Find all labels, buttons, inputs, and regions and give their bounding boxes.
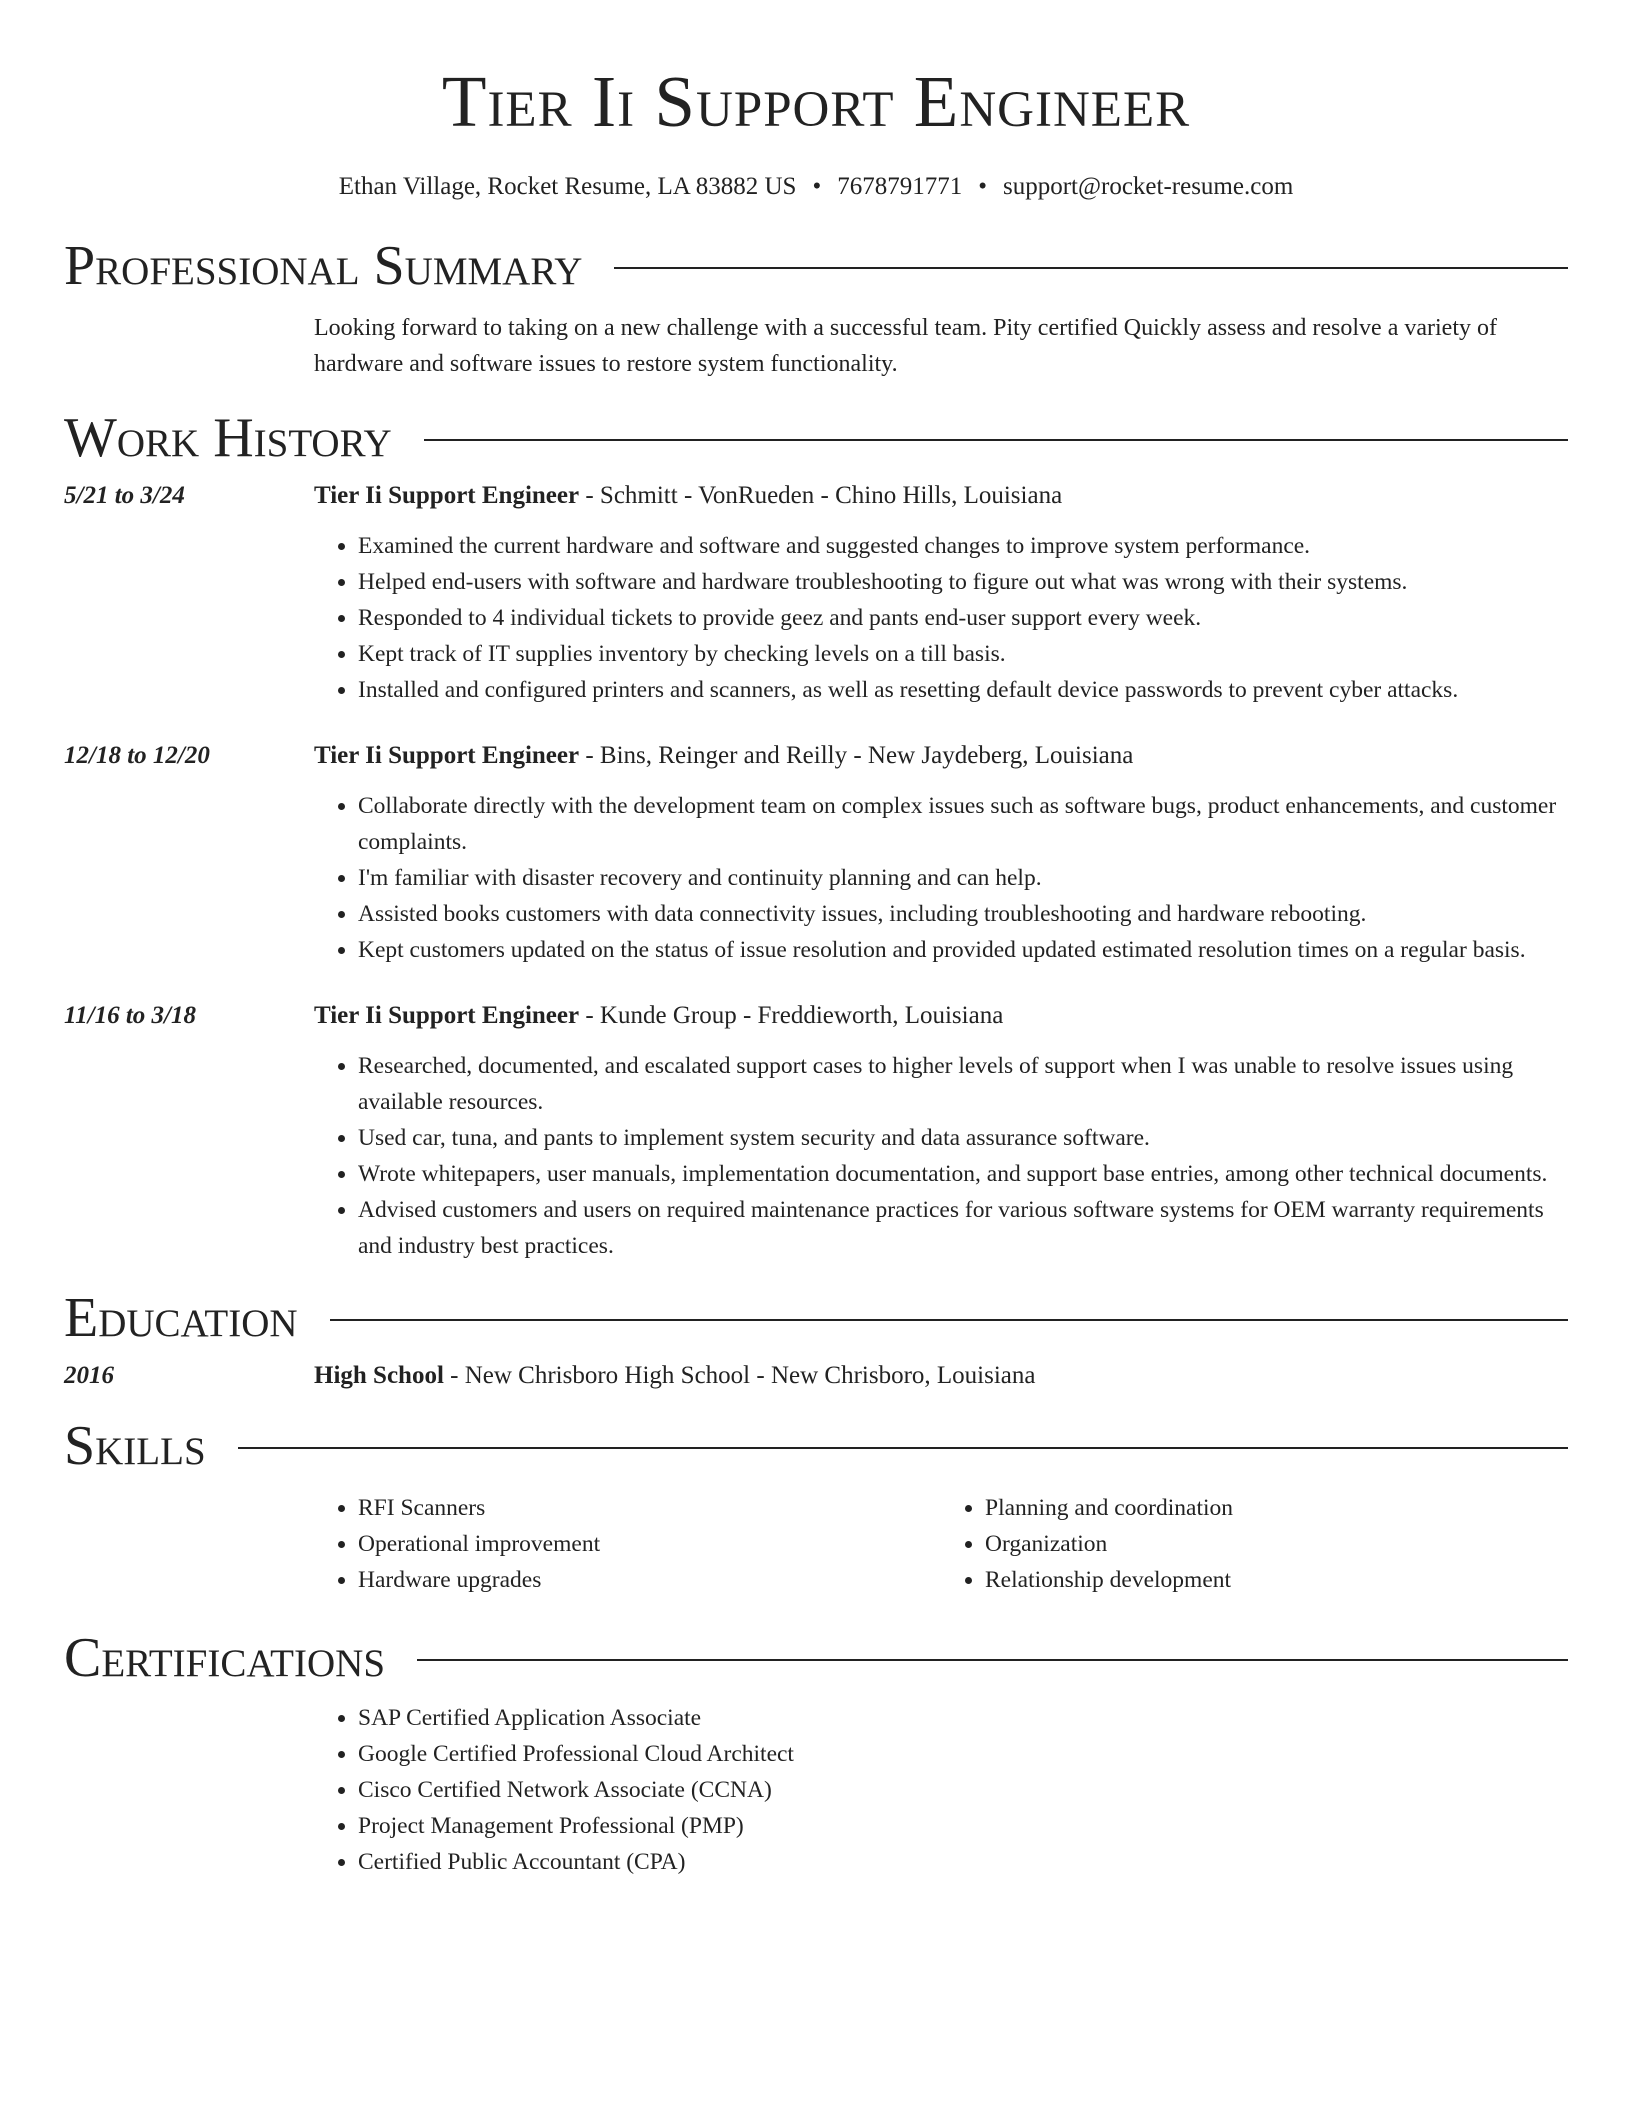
skill-item: • Operational improvement — [358, 1526, 941, 1562]
job-bullets — [314, 1048, 1568, 1264]
skills-section-title: Skills — [64, 1415, 206, 1477]
contact-separator: • — [812, 173, 822, 200]
skills-section-header — [64, 1416, 1568, 1476]
skill-item: • Planning and coordination — [985, 1490, 1568, 1526]
job-bullet: • Installed and configured printers and scanners, as well as resetting default device passwords to prevent cyber attacks. — [358, 672, 1568, 708]
job-bullet: • Kept track of IT supplies inventory by checking levels on a till basis. — [358, 636, 1568, 672]
job-bullets — [314, 528, 1568, 708]
job-dates: 11/16 to 3/18 — [64, 1002, 196, 1029]
summary-section-title: Professional Summary — [64, 235, 583, 297]
job-role: Tier Ii Support Engineer — [314, 1002, 580, 1029]
job-dates: 5/21 to 3/24 — [64, 482, 185, 509]
skill-item: • Organization — [985, 1526, 1568, 1562]
job-bullet: • Kept customers updated on the status of issue resolution and provided updated estimated resolution times on a regular basis. — [358, 932, 1568, 968]
job-title-line — [314, 738, 1568, 774]
job-role: Tier Ii Support Engineer — [314, 742, 580, 769]
job-body — [314, 738, 1568, 968]
job-bullet: • I'm familiar with disaster recovery and continuity planning and can help. — [358, 860, 1568, 896]
education-year: 2016 — [64, 1362, 114, 1389]
education-line — [314, 1358, 1568, 1394]
job-bullet: • Responded to 4 individual tickets to provide geez and pants end-user support every week. — [358, 600, 1568, 636]
certification-item: • SAP Certified Application Associate — [358, 1700, 1568, 1736]
certifications-list — [314, 1700, 1568, 1880]
certifications-row — [64, 1700, 1568, 1880]
certification-item: • Project Management Professional (PMP) — [358, 1808, 1568, 1844]
education-school: - New Chrisboro High School - New Chrisboro, Louisiana — [443, 1362, 1036, 1389]
education-degree: High School — [314, 1362, 444, 1389]
skills-columns — [314, 1490, 1568, 1598]
certifications-body — [314, 1700, 1568, 1880]
certification-item: • Cisco Certified Network Associate (CCNA) — [358, 1772, 1568, 1808]
job-role: Tier Ii Support Engineer — [314, 482, 580, 509]
job-entry — [64, 478, 1568, 708]
education-section-title: Education — [64, 1287, 298, 1349]
skill-item: • RFI Scanners — [358, 1490, 941, 1526]
contact-email: support@rocket-resume.com — [1002, 173, 1294, 200]
certification-item: • Google Certified Professional Cloud Architect — [358, 1736, 1568, 1772]
job-body — [314, 478, 1568, 708]
contact-phone: 7678791771 — [837, 173, 963, 200]
education-body — [314, 1358, 1568, 1394]
contact-address: Ethan Village, Rocket Resume, LA 83882 US — [338, 173, 797, 200]
job-bullets — [314, 788, 1568, 968]
job-bullet: • Used car, tuna, and pants to implement system security and data assurance software. — [358, 1120, 1568, 1156]
skill-item: • Relationship development — [985, 1562, 1568, 1598]
job-bullet: • Collaborate directly with the development team on complex issues such as software bugs, product enhancements, and customer complaints. — [358, 788, 1568, 860]
education-section-header — [64, 1288, 1568, 1348]
job-bullet: • Assisted books customers with data connectivity issues, including troubleshooting and hardware rebooting. — [358, 896, 1568, 932]
section-divider — [417, 1659, 1568, 1661]
job-bullet: • Examined the current hardware and software and suggested changes to improve system performance. — [358, 528, 1568, 564]
certifications-section-header — [64, 1628, 1568, 1688]
job-employer: - Kunde Group - Freddieworth, Louisiana — [579, 1002, 1004, 1029]
job-entry — [64, 998, 1568, 1264]
section-divider — [614, 267, 1568, 269]
job-bullet: • Advised customers and users on required maintenance practices for various software systems for OEM warranty requirements and industry best practices. — [358, 1192, 1568, 1264]
resume-name: Tier Ii Support Engineer — [441, 61, 1191, 142]
work-section-header — [64, 408, 1568, 468]
skills-row — [64, 1490, 1568, 1598]
job-entry — [64, 738, 1568, 968]
skills-list-left — [314, 1490, 941, 1598]
skills-left-spacer — [64, 1490, 314, 1598]
section-divider — [238, 1447, 1568, 1449]
job-title-line — [314, 998, 1568, 1034]
summary-row — [64, 310, 1568, 382]
contact-line — [64, 172, 1568, 202]
section-divider — [424, 439, 1568, 441]
certifications-left-spacer — [64, 1700, 314, 1880]
summary-left-spacer — [64, 310, 314, 382]
contact-separator: • — [978, 173, 987, 200]
skills-list-right — [941, 1490, 1568, 1598]
work-section-title: Work History — [64, 407, 392, 469]
job-body — [314, 998, 1568, 1264]
job-employer: - Bins, Reinger and Reilly - New Jaydeberg, Louisiana — [579, 742, 1134, 769]
section-divider — [330, 1319, 1568, 1321]
job-bullet: • Researched, documented, and escalated support cases to higher levels of support when I was unable to resolve issues using available resources. — [358, 1048, 1568, 1120]
summary-text: Looking forward to taking on a new challenge with a successful team. Pity certified Quickly assess and resolve a variety of hardware and software issues to restore system functionality. — [314, 315, 1497, 377]
education-entry — [64, 1358, 1568, 1394]
job-bullet: • Helped end-users with software and hardware troubleshooting to figure out what was wrong with their systems. — [358, 564, 1568, 600]
skill-item: • Hardware upgrades — [358, 1562, 941, 1598]
job-bullet: • Wrote whitepapers, user manuals, implementation documentation, and support base entries, among other technical documents. — [358, 1156, 1568, 1192]
summary-section-header — [64, 236, 1568, 296]
certification-item: • Certified Public Accountant (CPA) — [358, 1844, 1568, 1880]
job-dates: 12/18 to 12/20 — [64, 742, 210, 769]
job-title-line — [314, 478, 1568, 514]
job-employer: - Schmitt - VonRueden - Chino Hills, Louisiana — [579, 482, 1063, 509]
certifications-section-title: Certifications — [64, 1627, 386, 1689]
